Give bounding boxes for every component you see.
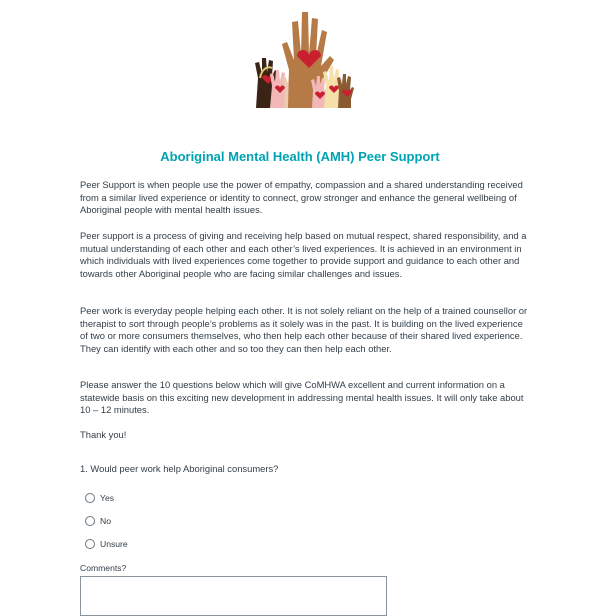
radio-yes[interactable] <box>85 493 95 503</box>
question-1-text: 1. Would peer work help Aboriginal consumers? <box>80 463 279 474</box>
raised-hands-heart-logo <box>248 8 358 113</box>
option-no-label: No <box>100 516 111 526</box>
intro-paragraph: Peer work is everyday people helping each other. It is not solely reliant on the help of a trained counsellor or therapist to sort through people’s problems as it solely was in the past. It is building on the lived experience of two or more consumers themselves, who then help each other because of their shared lived experience. They can identify with each other and so too they can then help each other. <box>80 305 528 354</box>
intro-paragraph: Peer support is a process of giving and receiving help based on mutual respect, shared responsibility, and a mutual understanding of each other and each other’s lived experiences. It is achieved in an environment in which individuals with lived experiences come together to provide support and guidance to each other and towards other Aboriginal people who are facing similar challenges and issues. <box>80 230 527 279</box>
option-yes[interactable] <box>85 491 114 505</box>
thank-you-text: Thank you! <box>80 429 127 440</box>
radio-no[interactable] <box>85 516 95 526</box>
intro-paragraph: Please answer the 10 questions below which will give CoMHWA excellent and current information on a statewide basis on this exciting new development in addressing mental health issues. It will only take about 10 – 12 minutes. <box>80 379 524 415</box>
radio-unsure[interactable] <box>85 539 95 549</box>
intro-paragraph: Peer Support is when people use the power of empathy, compassion and a shared understanding received from a similar lived experience or identity to connect, grow stronger and enhance the general wellbeing of Aboriginal people with mental health issues. <box>80 179 523 215</box>
small-hand-icon <box>337 74 354 108</box>
comments-field[interactable] <box>80 576 387 616</box>
page-title: Aboriginal Mental Health (AMH) Peer Support <box>160 149 440 164</box>
comments-label: Comments? <box>80 563 127 573</box>
option-yes-label: Yes <box>100 493 115 503</box>
option-unsure[interactable] <box>85 537 128 551</box>
option-unsure-label: Unsure <box>100 539 128 549</box>
option-no[interactable] <box>85 514 111 528</box>
